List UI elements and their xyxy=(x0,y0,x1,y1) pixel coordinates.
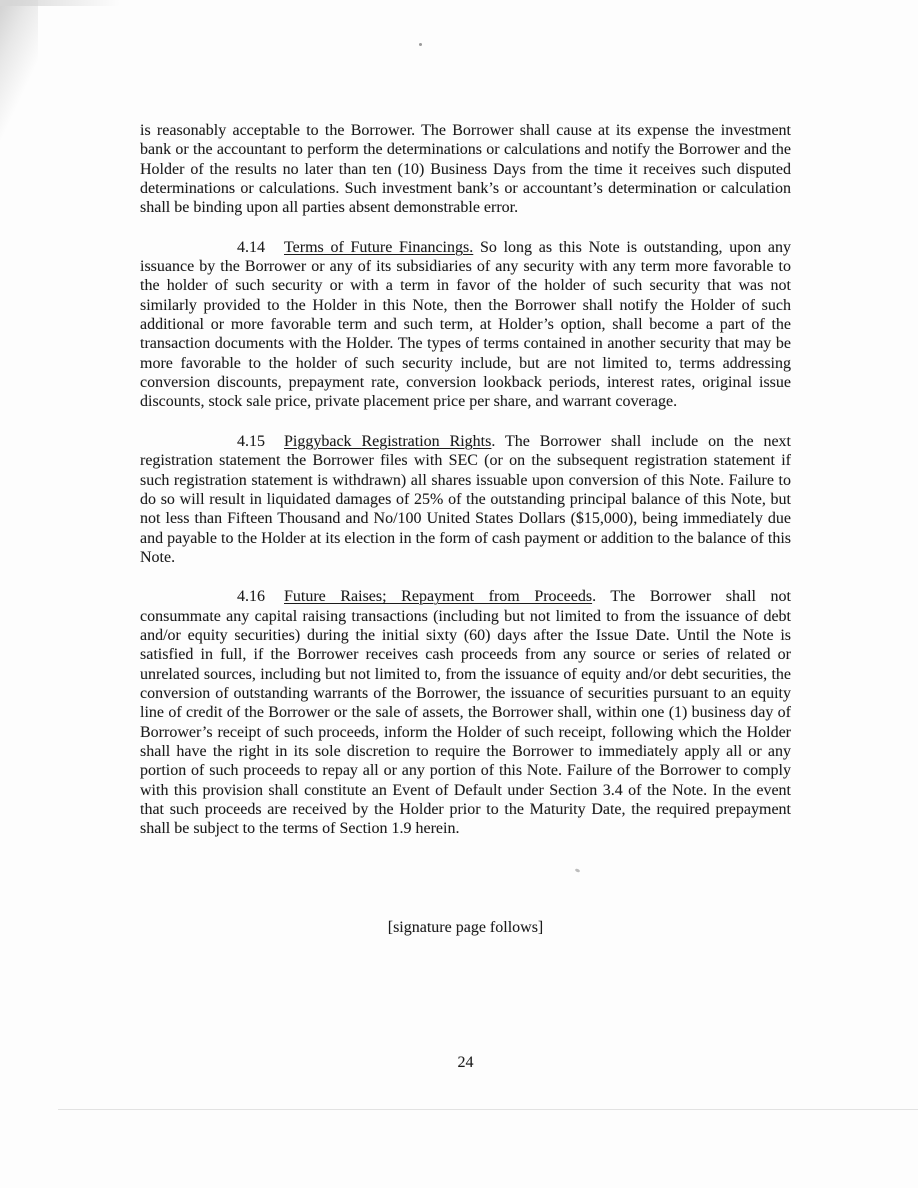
section-heading: Piggyback Registration Rights xyxy=(284,432,492,450)
scan-speck-artifact xyxy=(575,868,581,873)
signature-page-note: [signature page follows] xyxy=(387,919,544,936)
section-heading: Terms of Future Financings. xyxy=(284,238,474,256)
section-body-text: The Borrower shall include on the next registration statement the Borrower files with SEC (or on the subsequent registration statement if such registration statement is withdrawn) all shares issuable upon conversion of this Note. Failure to do so will result in liquidated damages of 25% of the outstanding principal balance of this Note, but not less than Fifteen Thousand and No/100 United States Dollars ($15,000), being immediately due and payable to the Holder at its election in the form of cash payment or addition to the balance of this Note. xyxy=(140,432,792,566)
scan-speck-artifact xyxy=(419,43,422,46)
continuation-paragraph: is reasonably acceptable to the Borrower. The Borrower shall cause at its expense the investment bank or the accountant to perform the determinations or calculations and notify the Borrower and the Holder of the results no later than ten (10) Business Days from the time it receives such disputed determinations or calculations. Such investment bank’s or accountant’s determination or calculation shall be binding upon all parties absent demonstrable error. xyxy=(140,122,791,217)
page-number: 24 xyxy=(457,1054,474,1071)
section-body-text: The Borrower shall not consummate any capital raising transactions (including but not limited to from the issuance of debt and/or equity securities) during the initial sixty (60) days after the Issue Date. Until the Note is satisfied in full, if the Borrower receives cash proceeds from any source or series of related or unrelated sources, including but not limited to, from the issuance of equity and/or debt securities, the conversion of outstanding warrants of the Borrower, the issuance of securities pursuant to an equity line of credit of the Borrower or the sale of assets, the Borrower shall, within one (1) business day of Borrower’s receipt of such proceeds, inform the Holder of such receipt, following which the Holder shall have the right in its sole discretion to require the Borrower to immediately apply all or any portion of such proceeds to repay all or any portion of this Note. Failure of the Borrower to comply with this provision shall constitute an Event of Default under Section 3.4 of the Note. In the event that such proceeds are received by the Holder prior to the Maturity Date, the required prepayment shall be subject to the terms of Section 1.9 herein. xyxy=(140,588,792,838)
scan-line-artifact xyxy=(58,1109,918,1110)
section-heading: Future Raises; Repayment from Proceeds xyxy=(284,588,593,606)
section-body-text: So long as this Note is outstanding, upon any issuance by the Borrower or any of its subsidiaries of any security with any term more favorable to the holder of such security or with a term in favor of the holder of such security that was not similarly provided to the Holder in this Note, then the Borrower shall notify the Holder of such additional or more favorable term and such term, at Holder’s option, shall become a part of the transaction documents with the Holder. The types of terms contained in another security that may be more favorable to the holder of such security include, but are not limited to, terms addressing conversion discounts, prepayment rate, conversion lookback periods, interest rates, original issue discounts, stock sale price, private placement price per share, and warrant coverage. xyxy=(140,238,792,411)
heading-separator: . xyxy=(491,432,505,450)
scan-top-edge-shadow xyxy=(0,0,120,6)
section-number: 4.16 xyxy=(237,588,265,606)
heading-separator xyxy=(473,239,480,256)
document-body xyxy=(140,121,791,839)
section-4-15-paragraph xyxy=(140,432,791,567)
section-number: 4.15 xyxy=(237,432,265,450)
scan-corner-shadow xyxy=(0,0,38,150)
section-number: 4.14 xyxy=(237,238,265,256)
heading-separator: . xyxy=(592,588,611,606)
section-4-14-paragraph xyxy=(140,238,791,412)
section-4-16-paragraph xyxy=(140,587,791,838)
